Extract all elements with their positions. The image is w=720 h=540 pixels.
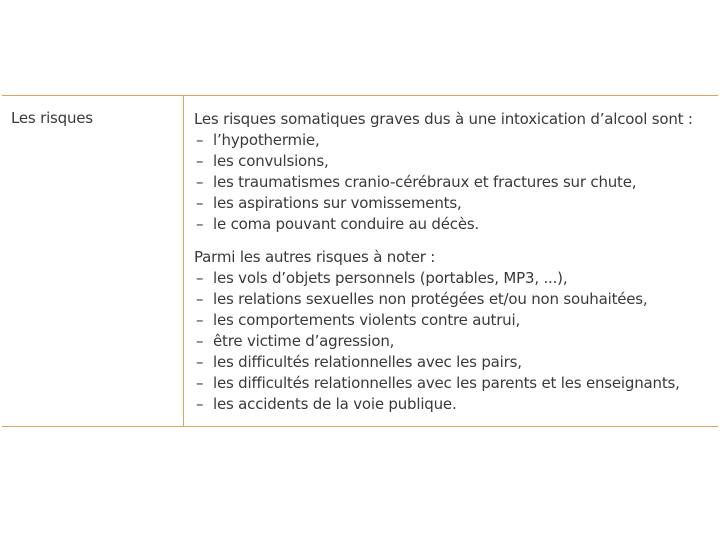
dash-bullet: – <box>196 395 204 413</box>
dash-bullet: – <box>196 332 204 350</box>
list-item: – les difficultés relationnelles avec les pairs, <box>196 353 522 371</box>
dash-bullet: – <box>196 374 204 392</box>
somatic-risks-intro: Les risques somatiques graves dus à une intoxication d’alcool sont : <box>194 110 693 128</box>
paragraph-gap <box>194 235 714 247</box>
list-item: – les convulsions, <box>196 152 329 170</box>
row-label: Les risques <box>11 109 93 127</box>
other-risks-list <box>194 268 714 415</box>
list-item: – les traumatismes cranio-cérébraux et fractures sur chute, <box>196 173 637 191</box>
dash-bullet: – <box>196 353 204 371</box>
list-item: – les difficultés relationnelles avec les parents et les enseignants, <box>196 374 680 392</box>
list-item: – les vols d’objets personnels (portables, MP3, ...), <box>196 269 568 287</box>
dash-bullet: – <box>196 311 204 329</box>
list-item: – les aspirations sur vomissements, <box>196 194 462 212</box>
dash-bullet: – <box>196 173 204 191</box>
dash-bullet: – <box>196 194 204 212</box>
somatic-risks-list <box>194 130 714 235</box>
list-item: – les relations sexuelles non protégées et/ou non souhaitées, <box>196 290 648 308</box>
dash-bullet: – <box>196 215 204 233</box>
list-item: – le coma pouvant conduire au décès. <box>196 215 480 233</box>
column-divider <box>183 96 184 426</box>
list-item: – être victime d’agression, <box>196 332 395 350</box>
list-item: – l’hypothermie, <box>196 131 320 149</box>
dash-bullet: – <box>196 269 204 287</box>
dash-bullet: – <box>196 290 204 308</box>
risk-table <box>2 95 718 427</box>
list-item: – les accidents de la voie publique. <box>196 395 457 413</box>
dash-bullet: – <box>196 131 204 149</box>
other-risks-intro: Parmi les autres risques à noter : <box>194 248 436 266</box>
dash-bullet: – <box>196 152 204 170</box>
list-item: – les comportements violents contre autrui, <box>196 311 521 329</box>
risk-content <box>194 109 714 415</box>
